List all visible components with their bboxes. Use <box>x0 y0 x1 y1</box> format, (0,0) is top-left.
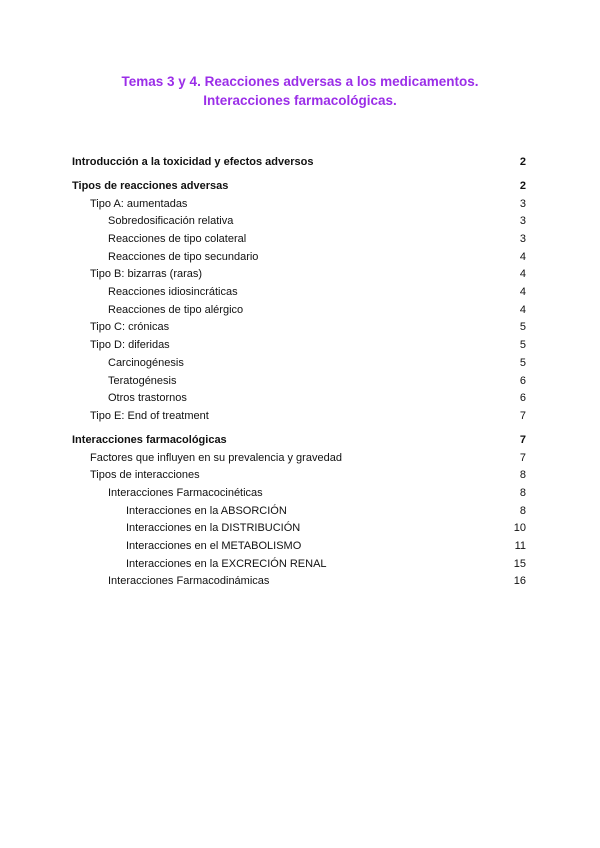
toc-entry[interactable] <box>72 319 526 337</box>
toc-entry[interactable] <box>72 284 526 302</box>
toc-entry[interactable] <box>72 154 526 172</box>
toc-entry-page-number: 5 <box>519 321 526 334</box>
document-title <box>0 72 600 110</box>
toc-entry[interactable] <box>72 302 526 320</box>
toc-entry-page-number: 7 <box>519 433 526 446</box>
toc-entry[interactable] <box>72 556 526 574</box>
toc-entry[interactable] <box>72 520 526 538</box>
toc-entry-page-number: 15 <box>513 557 526 570</box>
toc-entry-title: Sobredosificación relativa <box>108 215 234 228</box>
toc-entry-title: Interacciones Farmacodinámicas <box>108 575 270 588</box>
toc-entry-page-number: 16 <box>513 575 526 588</box>
toc-entry[interactable] <box>72 408 526 426</box>
toc-entry-title: Tipos de interacciones <box>90 469 200 482</box>
toc-entry-page-number: 5 <box>519 339 526 352</box>
toc-entry-title: Interacciones en el METABOLISMO <box>126 540 302 553</box>
toc-entry-title: Reacciones de tipo alérgico <box>108 303 244 316</box>
toc-entry-title: Tipo C: crónicas <box>90 321 170 334</box>
toc-entry-page-number: 11 <box>514 540 526 553</box>
title-line-1: Temas 3 y 4. Reacciones adversas a los medicamentos. <box>121 74 479 89</box>
toc-entry-page-number: 8 <box>519 504 526 517</box>
toc-entry[interactable] <box>72 266 526 284</box>
toc-entry-title: Tipo E: End of treatment <box>90 409 209 422</box>
toc-entry[interactable] <box>72 249 526 267</box>
toc-entry-page-number: 6 <box>519 392 526 405</box>
toc-entry-page-number: 4 <box>519 250 526 263</box>
toc-entry-title: Teratogénesis <box>108 374 177 387</box>
toc-entry-title: Reacciones idiosincráticas <box>108 286 238 299</box>
toc-entry-page-number: 4 <box>519 268 526 281</box>
toc-entry-page-number: 3 <box>519 233 526 246</box>
toc-entry-title: Tipo D: diferidas <box>90 339 170 352</box>
toc-entry[interactable] <box>72 573 526 591</box>
toc-entry-title: Introducción a la toxicidad y efectos adversos <box>72 156 314 168</box>
toc-entry-page-number: 2 <box>519 179 526 192</box>
toc-entry-page-number: 8 <box>519 486 526 499</box>
toc-entry[interactable] <box>72 450 526 468</box>
toc-entry[interactable] <box>72 231 526 249</box>
toc-entry-title: Tipo B: bizarras (raras) <box>90 268 203 281</box>
toc-entry[interactable] <box>72 485 526 503</box>
toc-entry-page-number: 10 <box>513 522 526 535</box>
toc-entry-page-number: 5 <box>519 356 526 369</box>
toc-entry[interactable] <box>72 213 526 231</box>
table-of-contents <box>72 154 526 591</box>
toc-entry-title: Reacciones de tipo colateral <box>108 233 247 246</box>
toc-entry-title: Interacciones Farmacocinéticas <box>108 486 263 499</box>
toc-entry-page-number: 7 <box>519 451 526 464</box>
toc-entry-title: Carcinogénesis <box>108 356 184 369</box>
toc-entry[interactable] <box>72 390 526 408</box>
toc-entry[interactable] <box>72 432 526 450</box>
toc-entry-title: Factores que influyen en su prevalencia y gravedad <box>90 451 342 464</box>
toc-entry-page-number: 6 <box>519 374 526 387</box>
toc-entry-page-number: 4 <box>519 303 526 316</box>
toc-entry[interactable] <box>72 337 526 355</box>
toc-entry-page-number: 7 <box>519 409 526 422</box>
toc-entry-page-number: 8 <box>519 469 526 482</box>
toc-entry[interactable] <box>72 373 526 391</box>
toc-entry-title: Tipo A: aumentadas <box>90 197 188 210</box>
toc-entry-title: Interacciones farmacológicas <box>72 433 227 446</box>
toc-entry-title: Interacciones en la DISTRIBUCIÓN <box>126 522 301 535</box>
toc-entry[interactable] <box>72 467 526 485</box>
toc-entry-title: Interacciones en la ABSORCIÓN <box>126 504 287 517</box>
toc-entry-page-number: 2 <box>519 156 526 168</box>
toc-entry[interactable] <box>72 503 526 521</box>
toc-entry-title: Reacciones de tipo secundario <box>108 250 259 263</box>
toc-entry-title: Tipos de reacciones adversas <box>72 179 229 192</box>
toc-entry-title: Otros trastornos <box>108 392 187 405</box>
toc-entry-page-number: 3 <box>519 215 526 228</box>
toc-entry-title: Interacciones en la EXCRECIÓN RENAL <box>126 557 327 570</box>
toc-entry[interactable] <box>72 196 526 214</box>
toc-entry[interactable] <box>72 538 526 556</box>
toc-entry-page-number: 4 <box>519 286 526 299</box>
toc-entry[interactable] <box>72 355 526 373</box>
toc-entry[interactable] <box>72 178 526 196</box>
toc-entry-page-number: 3 <box>519 197 526 210</box>
title-line-2: Interacciones farmacológicas. <box>203 93 397 108</box>
